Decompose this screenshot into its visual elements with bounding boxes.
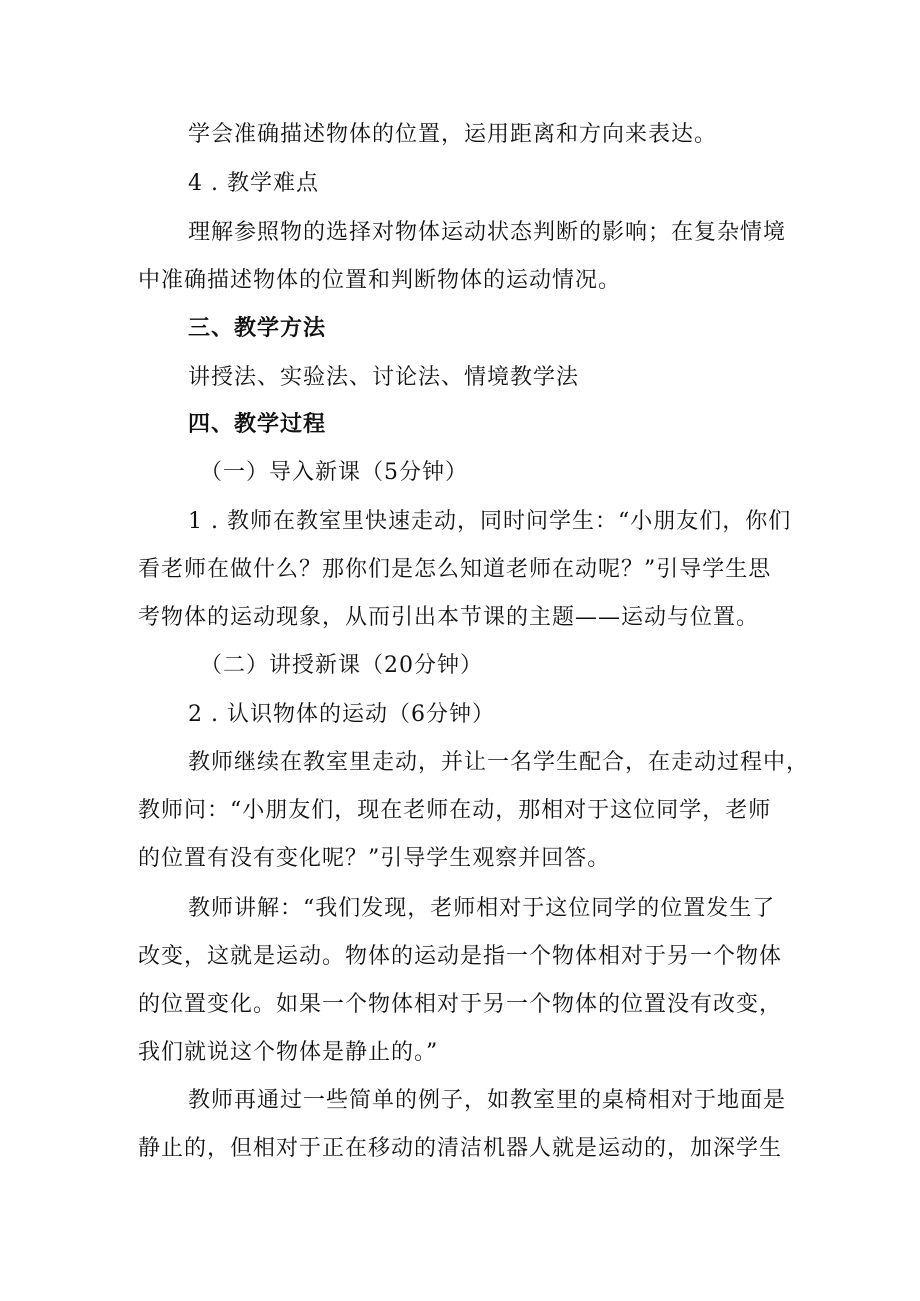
subsection-heading: （一）导入新课（5分钟） (200, 460, 468, 485)
section-heading: 四、教学过程 (188, 412, 327, 437)
paragraph-line: 理解参照物的选择对物体运动状态判断的影响；在复杂情境 (188, 220, 787, 245)
paragraph-line: 我们就说这个物体是静止的。” (138, 1040, 439, 1065)
paragraph-line: 学会准确描述物体的位置，运用距离和方向来表达。 (188, 122, 718, 147)
paragraph-line: 教师再通过一些简单的例子，如教室里的桌椅相对于地面是 (188, 1088, 787, 1113)
paragraph-line: 中准确描述物体的位置和判断物体的运动情况。 (138, 268, 622, 293)
paragraph-line: 讲授法、实验法、讨论法、情境教学法 (188, 365, 580, 390)
subsection-heading: （二）讲授新课（20分钟） (200, 653, 483, 678)
paragraph-line: 教师问：“小朋友们，现在老师在动，那相对于这位同学，老师 (138, 798, 772, 823)
paragraph-line: 考物体的运动现象，从而引出本节课的主题——运动与位置。 (138, 605, 760, 630)
paragraph-line: 静止的，但相对于正在移动的清洁机器人就是运动的，加深学生 (138, 1136, 783, 1161)
numbered-heading: 2 . 认识物体的运动（6分钟） (188, 702, 495, 727)
paragraph-line: 看老师在做什么？那你们是怎么知道老师在动呢？”引导学生思 (138, 557, 772, 582)
section-heading: 4 . 教学难点 (188, 171, 319, 196)
section-heading: 三、教学方法 (188, 316, 327, 341)
paragraph-line: 1 . 教师在教室里快速走动，同时问学生：“小朋友们，你们 (188, 509, 792, 534)
paragraph-line: 教师继续在教室里走动，并让一名学生配合，在走动过程中， (188, 750, 810, 775)
paragraph-line: 改变，这就是运动。物体的运动是指一个物体相对于另一个物体 (138, 944, 783, 969)
paragraph-line: 教师讲解：“我们发现，老师相对于这位同学的位置发生了 (188, 896, 776, 921)
paragraph-line: 的位置有没有变化呢？”引导学生观察并回答。 (138, 846, 611, 871)
paragraph-line: 的位置变化。如果一个物体相对于另一个物体的位置没有改变， (138, 992, 783, 1017)
